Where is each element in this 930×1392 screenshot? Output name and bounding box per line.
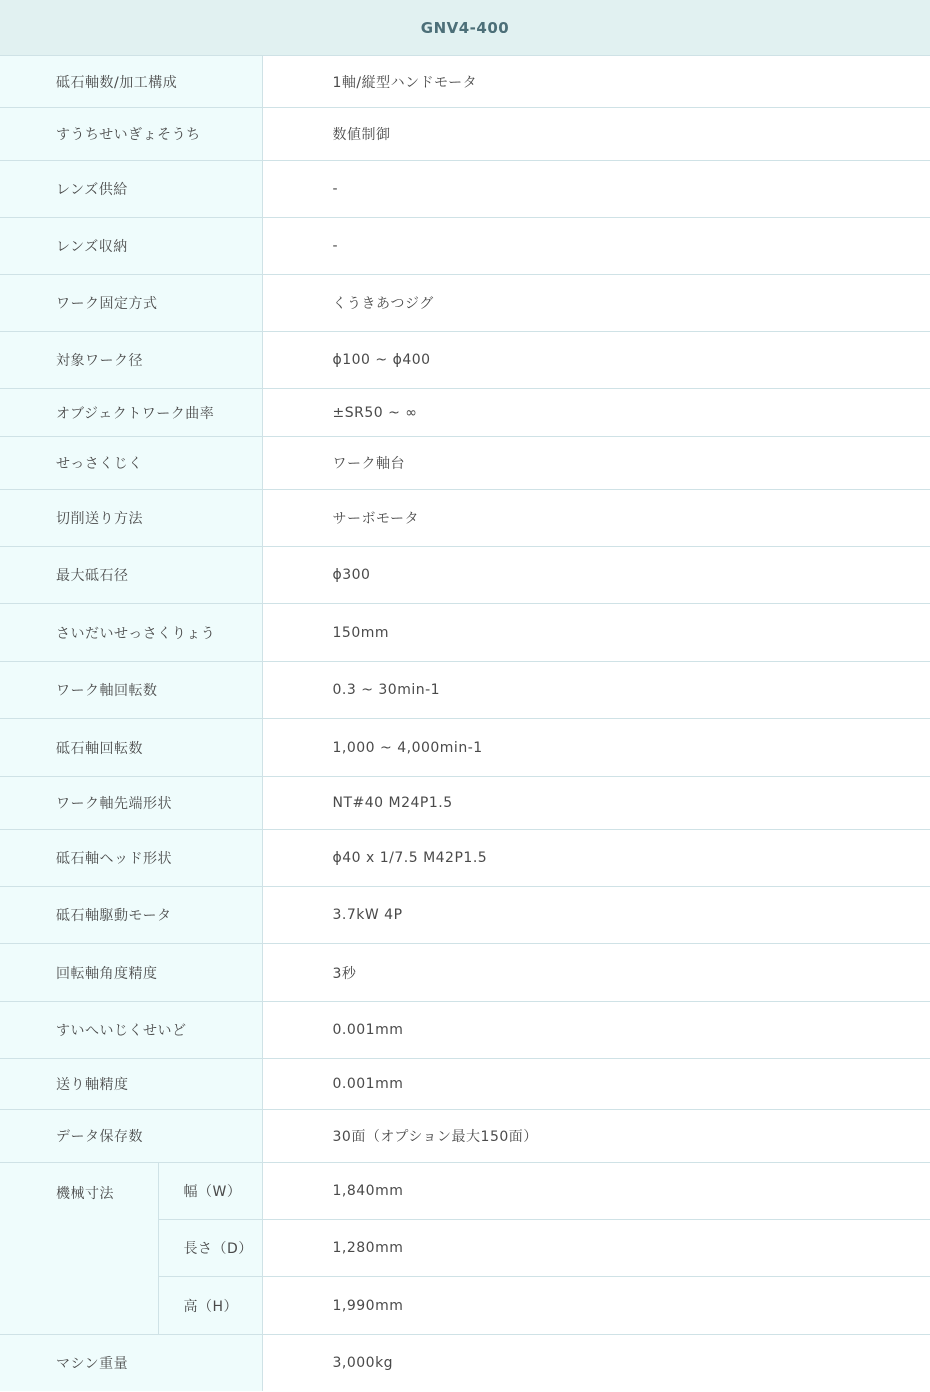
row-label: オブジェクトワーク曲率 <box>0 389 262 437</box>
row-value: 30面（オプション最大150面） <box>262 1110 930 1163</box>
row-label: 砥石軸ヘッド形状 <box>0 830 262 887</box>
row-label: 砥石軸駆動モータ <box>0 887 262 944</box>
row-label: すいへいじくせいど <box>0 1002 262 1059</box>
row-value: 3,000kg <box>262 1335 930 1391</box>
row-value: 0.3 ~ 30min-1 <box>262 662 930 719</box>
row-value: ϕ300 <box>262 547 930 604</box>
table-row <box>0 1002 930 1059</box>
row-value: 0.001mm <box>262 1002 930 1059</box>
table-row <box>0 161 930 218</box>
table-row <box>0 887 930 944</box>
row-label: レンズ収納 <box>0 218 262 275</box>
table-row <box>0 1335 930 1391</box>
table-row <box>0 332 930 389</box>
table-row <box>0 490 930 547</box>
row-value: ϕ100 ~ ϕ400 <box>262 332 930 389</box>
table-row <box>0 108 930 161</box>
row-value: - <box>262 218 930 275</box>
table-row <box>0 1059 930 1110</box>
table-row <box>0 56 930 108</box>
row-label: 最大砥石径 <box>0 547 262 604</box>
table-row <box>0 389 930 437</box>
table-row <box>0 944 930 1002</box>
table-row <box>0 437 930 490</box>
table-row <box>0 662 930 719</box>
row-label: マシン重量 <box>0 1335 262 1391</box>
row-value: 0.001mm <box>262 1059 930 1110</box>
row-value: - <box>262 161 930 218</box>
row-value: ±SR50 ~ ∞ <box>262 389 930 437</box>
dimension-value: 1,840mm <box>262 1163 930 1220</box>
dimension-sublabel: 高（H） <box>158 1277 262 1335</box>
table-row <box>0 777 930 830</box>
row-label: 砥石軸回転数 <box>0 719 262 777</box>
row-label: 送り軸精度 <box>0 1059 262 1110</box>
table-row <box>0 604 930 662</box>
table-row <box>0 1110 930 1163</box>
table-title: GNV4-400 <box>0 0 930 56</box>
row-label: レンズ供給 <box>0 161 262 218</box>
row-value: 3秒 <box>262 944 930 1002</box>
row-value: ϕ40 x 1/7.5 M42P1.5 <box>262 830 930 887</box>
row-value: 1,000 ~ 4,000min-1 <box>262 719 930 777</box>
row-value: 数値制御 <box>262 108 930 161</box>
row-value: 150mm <box>262 604 930 662</box>
row-value: くうきあつジグ <box>262 275 930 332</box>
table-row <box>0 218 930 275</box>
table-row <box>0 719 930 777</box>
row-label: データ保存数 <box>0 1110 262 1163</box>
row-label: さいだいせっさくりょう <box>0 604 262 662</box>
dimension-value: 1,990mm <box>262 1277 930 1335</box>
row-value: 3.7kW 4P <box>262 887 930 944</box>
row-value: サーボモータ <box>262 490 930 547</box>
dimension-sublabel: 長さ（D） <box>158 1220 262 1277</box>
row-value: NT#40 M24P1.5 <box>262 777 930 830</box>
dimension-value: 1,280mm <box>262 1220 930 1277</box>
row-label: 対象ワーク径 <box>0 332 262 389</box>
row-label: ワーク軸回転数 <box>0 662 262 719</box>
table-header-row <box>0 0 930 56</box>
row-label: ワーク軸先端形状 <box>0 777 262 830</box>
row-value: 1軸/縦型ハンドモータ <box>262 56 930 108</box>
row-label: 回転軸角度精度 <box>0 944 262 1002</box>
dimension-row <box>0 1163 930 1220</box>
table-row <box>0 547 930 604</box>
row-label: ワーク固定方式 <box>0 275 262 332</box>
dimensions-label: 機械寸法 <box>0 1163 158 1335</box>
dimension-sublabel: 幅（W） <box>158 1163 262 1220</box>
row-label: すうちせいぎょそうち <box>0 108 262 161</box>
row-value: ワーク軸台 <box>262 437 930 490</box>
table-row <box>0 830 930 887</box>
row-label: 切削送り方法 <box>0 490 262 547</box>
row-label: 砥石軸数/加工構成 <box>0 56 262 108</box>
row-label: せっさくじく <box>0 437 262 490</box>
table-row <box>0 275 930 332</box>
